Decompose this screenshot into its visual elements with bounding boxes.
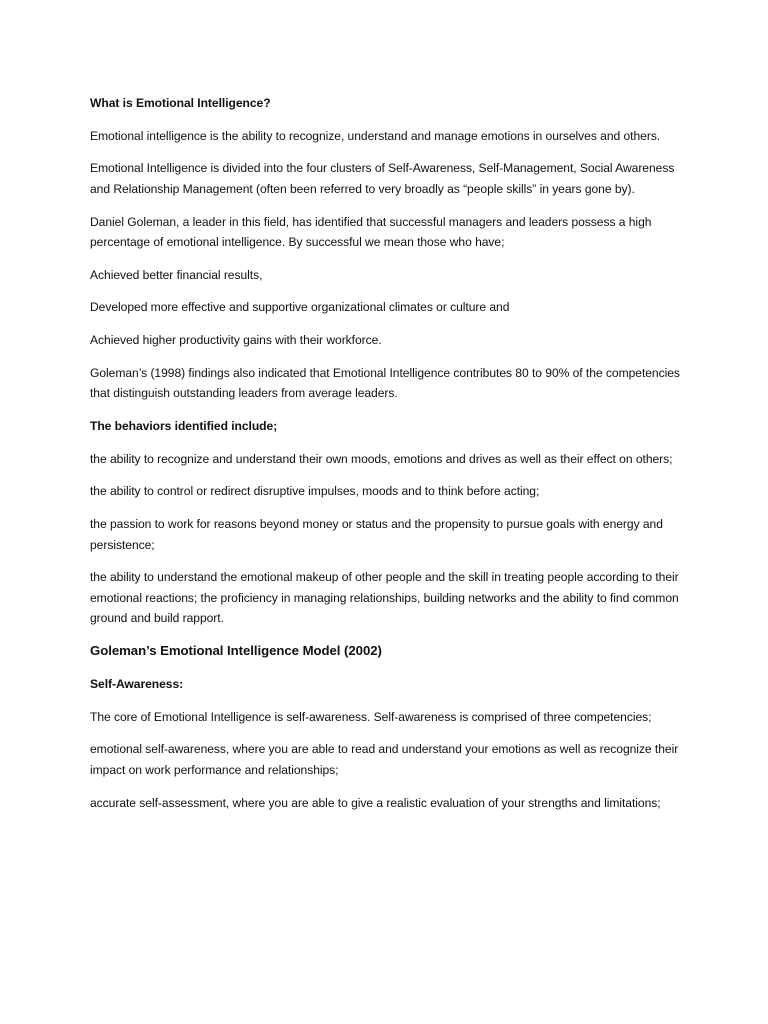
document-body [90, 93, 690, 825]
behavior-item-self-control: the ability to control or redirect disruptive impulses, moods and to think before acting; [90, 484, 540, 499]
result-item-financial: Achieved better financial results, [90, 267, 263, 282]
paragraph-definition: Emotional intelligence is the ability to recognize, understand and manage emotions in ourselves and others. [90, 128, 661, 143]
result-item-productivity: Achieved higher productivity gains with their workforce. [90, 333, 382, 348]
self-awareness-intro: The core of Emotional Intelligence is self-awareness. Self-awareness is comprised of three competencies; [90, 709, 652, 724]
behavior-item-self-recognition: the ability to recognize and understand their own moods, emotions and drives as well as their effect on others; [90, 451, 673, 466]
paragraph-findings: Goleman’s (1998) findings also indicated that Emotional Intelligence contributes 80 to 90% of the competencies that distinguish outstanding leaders from average leaders. [90, 365, 680, 401]
paragraph-clusters: Emotional Intelligence is divided into the four clusters of Self-Awareness, Self-Management, Social Awareness and Relationship Management (often been referred to very broadly as “people skills” in years gone by). [90, 161, 675, 196]
self-awareness-item-emotional: emotional self-awareness, where you are able to read and understand your emotions as well as recognize their impact on work performance and relationships; [90, 742, 679, 777]
self-awareness-heading: Self-Awareness: [90, 677, 184, 692]
behaviors-heading: The behaviors identified include; [90, 419, 278, 433]
behavior-item-motivation: the passion to work for reasons beyond money or status and the propensity to pursue goals with energy and persistence; [90, 517, 663, 552]
model-heading: Goleman’s Emotional Intelligence Model (2002) [90, 642, 382, 658]
result-item-climate: Developed more effective and supportive organizational climates or culture and [90, 300, 510, 315]
self-awareness-item-assessment: accurate self-assessment, where you are able to give a realistic evaluation of your strengths and limitations; [90, 795, 661, 810]
behavior-item-empathy-social: the ability to understand the emotional makeup of other people and the skill in treating people according to their emotional reactions; the proficiency in managing relationships, building networks and the ability to find common ground and build rapport. [90, 570, 679, 626]
paragraph-goleman: Daniel Goleman, a leader in this field, has identified that successful managers and leaders possess a high percentage of emotional intelligence. By successful we mean those who have; [90, 214, 652, 250]
document-title: What is Emotional Intelligence? [90, 96, 271, 110]
